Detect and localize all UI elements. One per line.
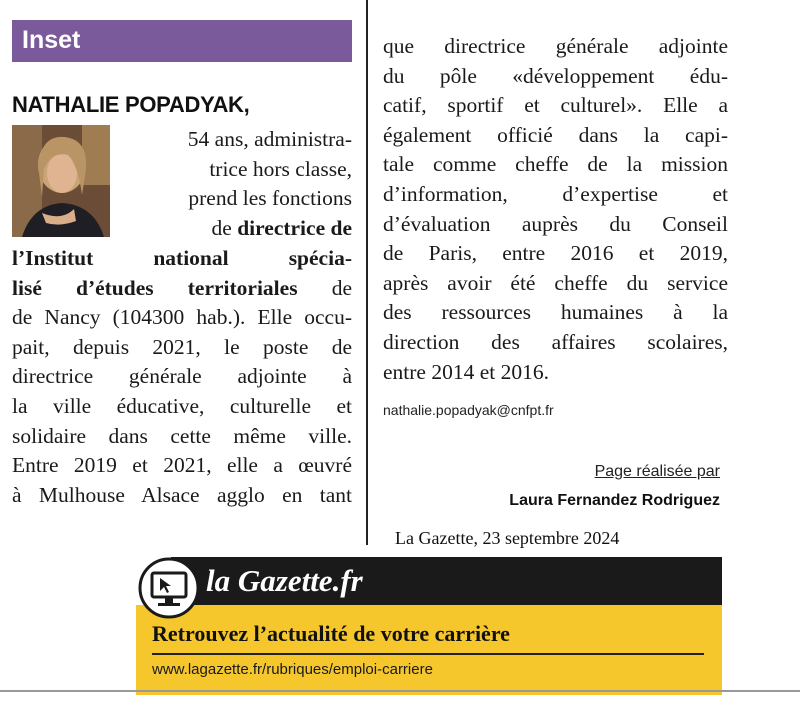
- page-bottom-rule: [0, 690, 800, 692]
- portrait-image: [12, 125, 110, 237]
- text-line: que directrice générale adjointe: [383, 34, 728, 58]
- text-line: également officié dans la capi-: [383, 122, 728, 147]
- text-line: d’évaluation auprès du Conseil: [383, 211, 728, 236]
- body-text-right: [383, 32, 728, 387]
- text-fragment: de: [297, 275, 352, 300]
- position-title: directrice de: [237, 215, 352, 240]
- portrait-photo: [12, 125, 110, 237]
- text-line: de Paris, entre 2016 et 2019,: [383, 241, 728, 266]
- credit-label: Page réalisée par: [594, 463, 720, 480]
- person-name: NATHALIE POPADYAK,: [12, 92, 250, 117]
- text-line: de Nancy (104300 hab.). Elle occu-: [12, 305, 352, 330]
- text-line: [12, 274, 352, 304]
- text-line: tale comme cheffe de la mission: [383, 152, 728, 177]
- logo-prefix: la: [206, 563, 238, 598]
- email-link[interactable]: nathalie.popadyak@cnfpt.fr: [383, 402, 554, 418]
- banner-divider: [152, 653, 704, 655]
- credit-author: Laura Fernandez Rodriguez: [509, 492, 720, 509]
- text-line: trice hors classe,: [209, 156, 352, 181]
- text-line: direction des affaires scolaires,: [383, 329, 728, 354]
- gazette-banner[interactable]: [136, 557, 722, 695]
- banner-headline: Retrouvez l’actualité de votre carrière: [152, 621, 510, 646]
- banner-url-link[interactable]: www.lagazette.fr/rubriques/emploi-carriere: [152, 661, 433, 678]
- body-text-left: [12, 244, 352, 510]
- text-line: du pôle «développement édu-: [383, 63, 728, 88]
- text-line: prend les fonctions: [188, 186, 352, 211]
- text-line: la ville éducative, culturelle et: [12, 393, 352, 418]
- text-line: entre 2014 et 2016.: [383, 359, 549, 384]
- computer-cursor-icon: [138, 557, 200, 619]
- text-line: à Mulhouse Alsace agglo en tant: [12, 482, 352, 507]
- text-line: solidaire dans cette même ville.: [12, 423, 352, 448]
- intro-text: [118, 125, 352, 243]
- text-line: pait, depuis 2021, le poste de: [12, 334, 352, 359]
- gazette-logo: [206, 563, 363, 599]
- text-line: catif, sportif et culturel». Elle a: [383, 93, 728, 118]
- text-line: d’information, d’expertise et: [383, 181, 728, 206]
- banner-yellow-panel: [136, 605, 722, 695]
- text-line: 54 ans, administra-: [187, 127, 352, 151]
- text-fragment: de: [211, 215, 238, 240]
- text-line: l’Institut national spécia-: [12, 246, 352, 270]
- text-line: Entre 2019 et 2021, elle a œuvré: [12, 453, 352, 478]
- column-divider: [366, 0, 368, 545]
- text-line: après avoir été cheffe du service: [383, 270, 728, 295]
- text-line: des ressources humaines à la: [383, 300, 728, 325]
- institute-name: lisé d’études territoriales: [12, 275, 298, 300]
- text-line: directrice générale adjointe à: [12, 364, 352, 389]
- text-line: [118, 214, 352, 244]
- logo-main: Gazette.fr: [237, 563, 363, 598]
- source-citation: La Gazette, 23 septembre 2024: [395, 528, 620, 548]
- section-label: Inset: [22, 26, 81, 54]
